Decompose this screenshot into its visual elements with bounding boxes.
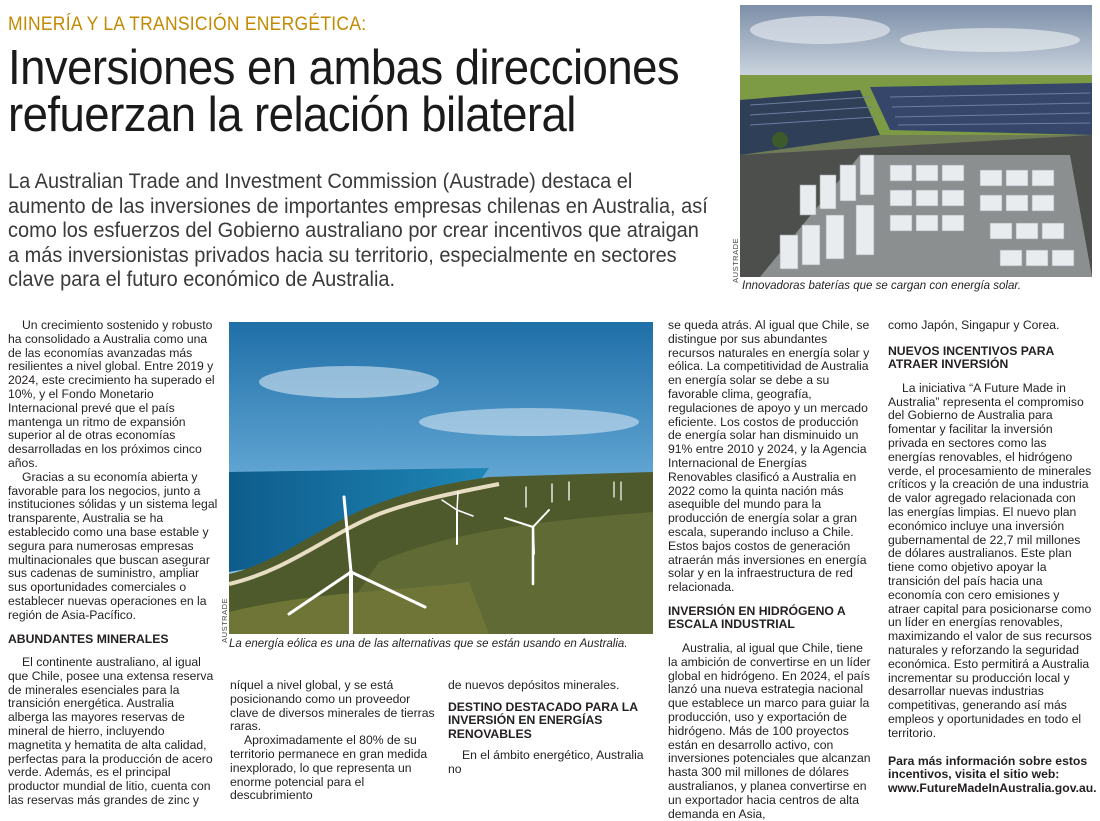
battery-solar-photo xyxy=(740,5,1092,277)
paragraph: Australia, al igual que Chile, tiene la ambición de convertirse en un líder global en hidrógeno. En 2024, el país lanzó una nueva estrategia nacional que establece un marco para guiar la producción, uso y exportación de hidrógeno. Más de 100 proyectos están en desarrollo activo, con inversiones potenciales que alcanzan hasta 300 mil millones de dólares australianos, y planea convertirse en un exportador hacia centros de alta demanda en Asia, xyxy=(668,640,871,821)
battery-photo-credit: AUSTRADE xyxy=(731,238,740,283)
paragraph: Un crecimiento sostenido y robusto ha consolidado a Australia como una de las economías avanzadas más resilientes a nivel global. Entre 2019 y 2024, este crecimiento ha superado el 10%, y el Fondo Monetario Internacional prevé que el país mantenga un ritmo de expansión superior al de otras economías desarrolladas en los próximos cinco años. xyxy=(8,318,215,470)
article-column-1 xyxy=(8,319,218,808)
subheading-incentives: NUEVOS INCENTIVOS PARA ATRAER INVERSIÓN xyxy=(888,343,1054,372)
standfirst: La Australian Trade and Investment Commission (Austrade) destaca el aumento de las inversiones de importantes empresas chilenas en Australia, así como los esfuerzos del Gobierno australiano por crear incentivos que atraigan a más inversionistas privados hacia su territorio, especialmente en sectores clave para el futuro económico de Australia. xyxy=(8,170,708,291)
article-column-4 xyxy=(668,319,873,821)
subheading-hydrogen: INVERSIÓN EN HIDRÓGENO A ESCALA INDUSTRIAL xyxy=(668,603,846,632)
paragraph: como Japón, Singapur y Corea. xyxy=(888,318,1060,332)
article-column-2 xyxy=(230,679,438,803)
headline: Inversiones en ambas direcciones refuerzan la relación bilateral xyxy=(8,41,680,142)
article-column-3 xyxy=(448,679,653,777)
subheading-minerals: ABUNDANTES MINERALES xyxy=(8,631,169,646)
paragraph: se queda atrás. Al igual que Chile, se distingue por sus abundantes recursos naturales en energía solar y eólica. La competitividad de Australia en energía solar se debe a su favorable clima, geografía, regulaciones de apoyo y un mercado eficiente. Los costos de producción de energía solar han disminuido un 91% entre 2010 y 2024, y la Agencia Internacional de Energías Renovables clasificó a Australia en 2022 como la quinta nación más asequible del mundo para la producción de energía solar a gran escala, superando incluso a Chile. Estos bajos costos de generación atraerán más inversiones en energía solar y en la infraestructura de red relacionada. xyxy=(668,318,870,595)
more-info-note: Para más información sobre estos incentivos, visita el sitio web: www.FutureMadeInAustralia.gov.au. xyxy=(888,753,1097,796)
wind-photo-caption: La energía eólica es una de las alternativas que se están usando en Australia. xyxy=(229,638,628,650)
battery-photo-caption: Innovadoras baterías que se cargan con energía solar. xyxy=(742,280,1021,292)
section-kicker: MINERÍA Y LA TRANSICIÓN ENERGÉTICA: xyxy=(8,14,367,35)
paragraph: níquel a nivel global, y se está posicionando como un proveedor clave de diversos minerales de tierras raras. xyxy=(230,678,435,734)
paragraph: Gracias a su economía abierta y favorable para los negocios, junto a instituciones sólidas y un sistema legal transparente, Australia se ha establecido como una base estable y segura para numerosas empresas multinacionales que buscan asegurar sus cadenas de suministro, ampliar sus oportunidades comerciales o establecer nuevas operaciones en la región de Asia-Pacífico. xyxy=(8,469,218,622)
wind-photo-credit: AUSTRADE xyxy=(220,598,229,643)
paragraph: de nuevos depósitos minerales. xyxy=(448,678,620,692)
paragraph: Aproximadamente el 80% de su territorio permanece en gran medida inexplorado, lo que representa un enorme potencial para el descubrimiento xyxy=(230,733,428,803)
wind-farm-illustration xyxy=(229,322,653,634)
paragraph: La iniciativa “A Future Made in Australia” representa el compromiso del Gobierno de Australia para fomentar y facilitar la inversión privada en sectores como las energías renovables, el hidrógeno verde, el procesamiento de minerales críticos y la creación de una industria de valor agregado relacionada con las energías limpias. El nuevo plan económico incluye una inversión gubernamental de 22,7 mil millones de dólares australianos. Este plan tiene como objetivo apoyar la transición del país hacia una economía con cero emisiones y atraer capital para posicionarse como un líder en energías renovables, maximizando el valor de sus recursos naturales y reforzando la seguridad económica. Esto permitirá a Australia incrementar su producción local y desarrollar nuevas industrias competitivas, generando así más empleos y oportunidades en todo el territorio. xyxy=(888,380,1092,740)
subheading-renewables: DESTINO DESTACADO PARA LA INVERSIÓN EN ENERGÍAS RENOVABLES xyxy=(448,699,638,741)
wind-farm-photo xyxy=(229,322,653,634)
paragraph: El continente australiano, al igual que Chile, posee una extensa reserva de minerales esenciales para la transición energética. Australia alberga las mayores reservas de mineral de hierro, incluyendo magnetita y hematita de alta calidad, perfectas para la producción de acero verde. Además, es el principal productor mundial de litio, cuenta con las reservas más grandes de zinc y xyxy=(8,655,214,807)
paragraph: En el ámbito energético, Australia no xyxy=(448,748,644,777)
article-column-5 xyxy=(888,318,1097,796)
battery-solar-illustration xyxy=(740,5,1092,277)
